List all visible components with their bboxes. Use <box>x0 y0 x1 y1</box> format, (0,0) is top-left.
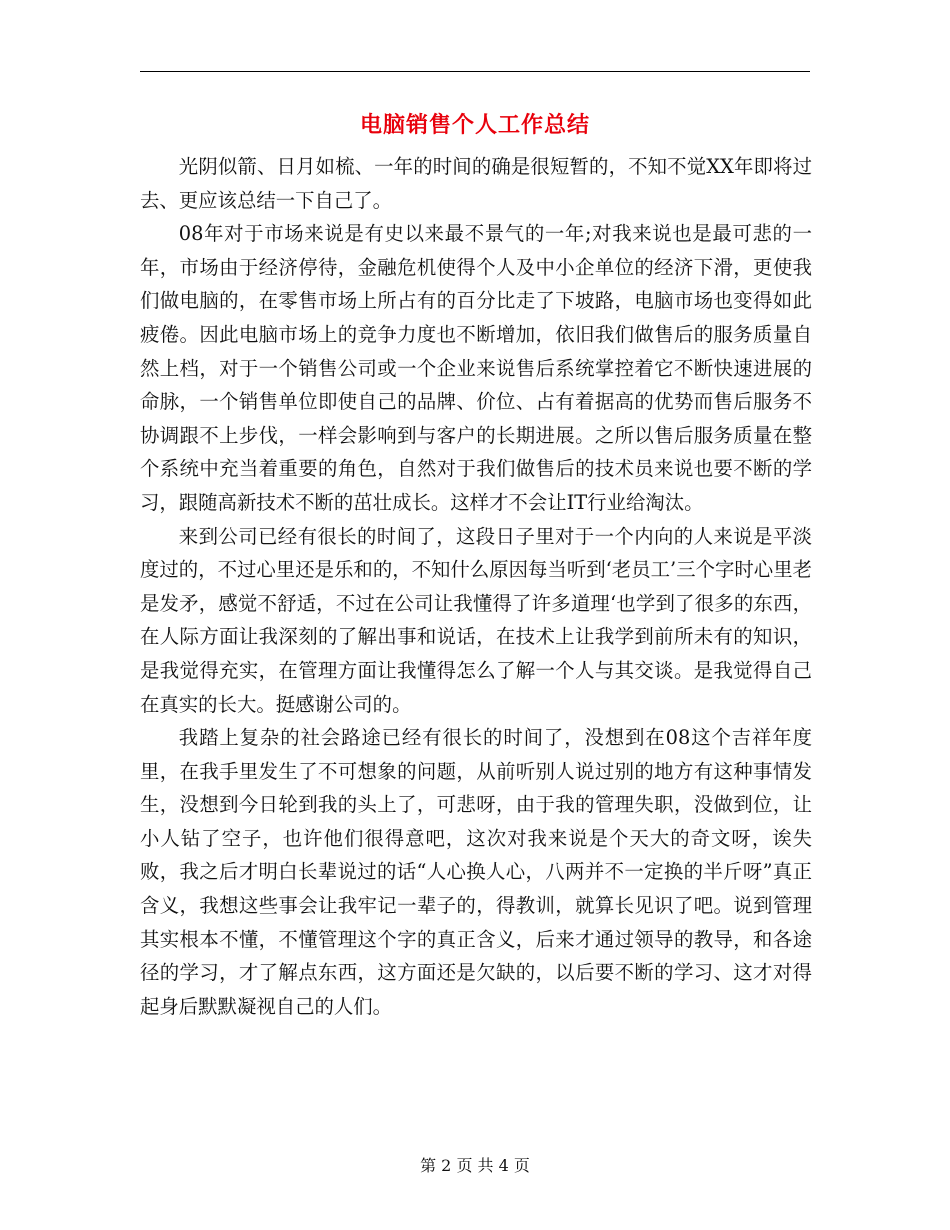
header-rule <box>140 71 810 72</box>
paragraph-3: 来到公司已经有很长的时间了，这段日子里对于一个内向的人来说是平淡度过的，不过心里还是乐和的，不知什么原因每当听到‘老员工’三个字时心里老是发矛，感觉不舒适，不过在公司让我懂得了许多道理‘也学到了很多的东西，在人际方面让我深刻的了解出事和说话，在技术上让我学到前所未有的知识，是我觉得充实，在管理方面让我懂得怎么了解一个人与其交谈。是我觉得自己在真实的长大。挺感谢公司的。 <box>140 524 812 716</box>
paragraph-4: 我踏上复杂的社会路途已经有很长的时间了，没想到在08这个吉祥年度里，在我手里发生了不可想象的问题，从前听别人说过别的地方有这种事情发生，没想到今日轮到我的头上了，可悲呀，由于我的管理失职，没做到位，让小人钻了空子，也许他们很得意吧，这次对我来说是个天大的奇文呀，诶失败，我之后才明白长辈说过的话“人心换人心，八两并不一定换的半斤呀”真正含义，我想这些事会让我牢记一辈子的，得教训，就算长见识了吧。说到管理其实根本不懂，不懂管理这个字的真正含义，后来才通过领导的教导，和各途径的学习，才了解点东西，这方面还是欠缺的，以后要不断的学习、这才对得起身后默默凝视自己的人们。 <box>140 726 812 1018</box>
document-title: 电脑销售个人工作总结 <box>359 112 590 138</box>
page-number-footer: 第 2 页 共 4 页 <box>420 1156 530 1175</box>
document-body <box>140 150 812 1023</box>
paragraph-1: 光阴似箭、日月如梳、一年的时间的确是很短暂的，不知不觉XX年即将过去、更应该总结一下自己了。 <box>140 155 812 212</box>
paragraph-2: 08年对于市场来说是有史以来最不景气的一年;对我来说也是最可悲的一年，市场由于经济停待，金融危机使得个人及中小企单位的经济下滑，更使我们做电脑的，在零售市场上所占有的百分比走了下坡路，电脑市场也变得如此疲倦。因此电脑市场上的竞争力度也不断增加，依旧我们做售后的服务质量自然上档，对于一个销售公司或一个企业来说售后系统掌控着它不断快速进展的命脉，一个销售单位即使自己的品牌、价位、占有着据高的优势而售后服务不协调跟不上步伐，一样会影响到与客户的长期进展。之所以售后服务质量在整个系统中充当着重要的角色，自然对于我们做售后的技术员来说也要不断的学习，跟随高新技术不断的茁壮成长。这样才不会让IT行业给淘汰。 <box>140 222 812 514</box>
